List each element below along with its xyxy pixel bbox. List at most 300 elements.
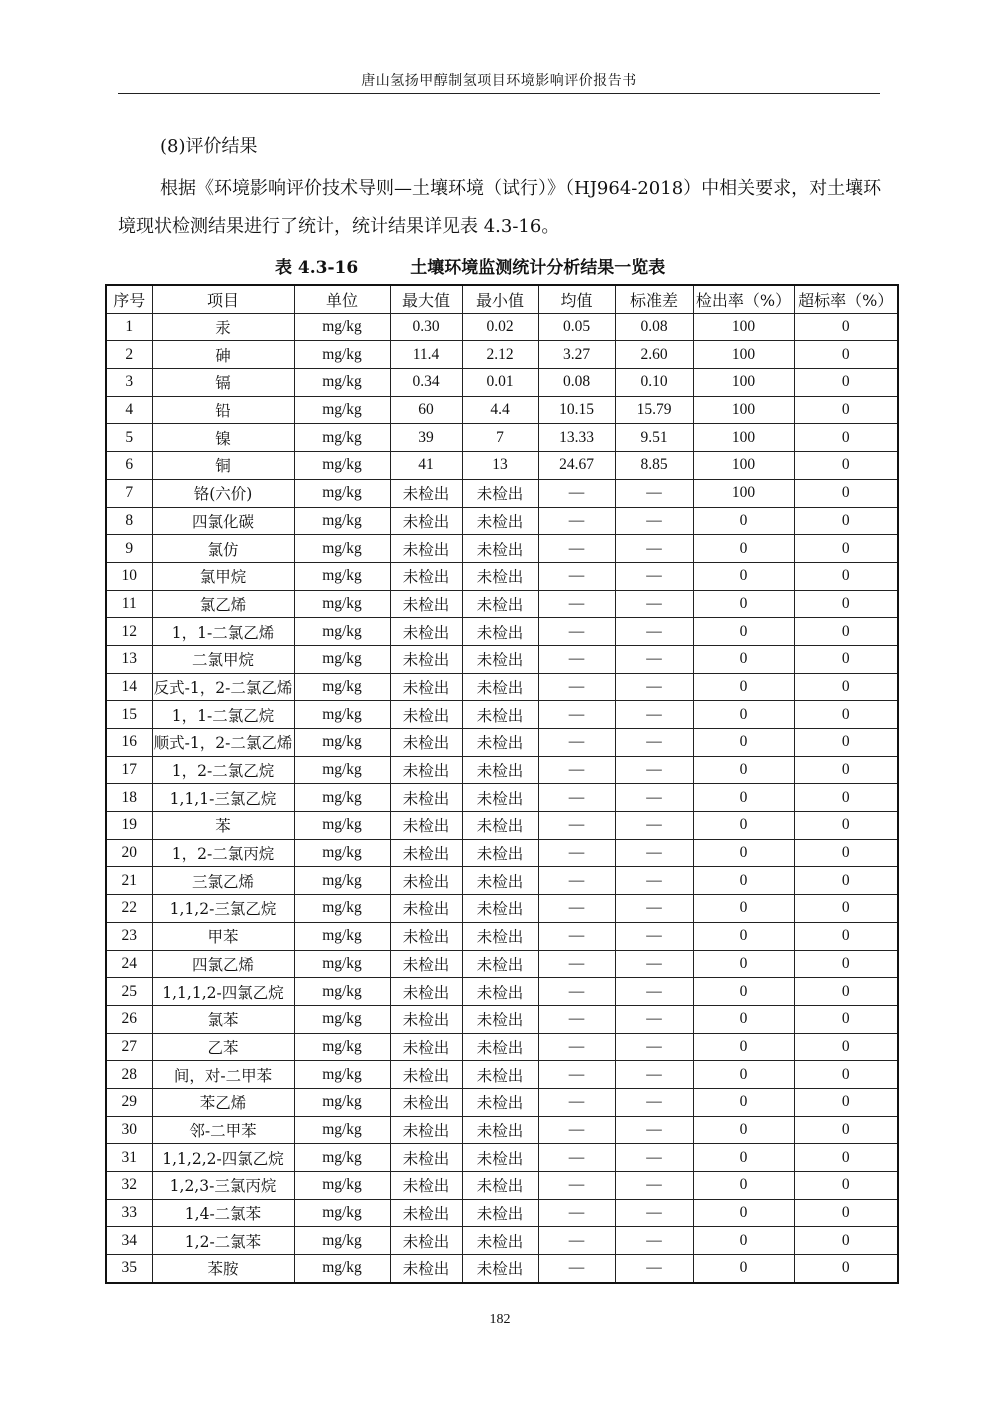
row-index-cell: 32 [106,1172,152,1200]
unit-cell: mg/kg [294,590,390,618]
max-cell: 未检出 [390,784,462,812]
min-cell: 未检出 [462,756,538,784]
mean-cell: — [538,950,615,978]
max-cell: 未检出 [390,812,462,840]
mean-cell: 24.67 [538,452,615,480]
item-cell: 苯 [152,812,294,840]
detection-rate-cell: 0 [693,839,794,867]
min-cell: 未检出 [462,1005,538,1033]
min-cell: 未检出 [462,1116,538,1144]
item-cell: 1，2-二氯乙烷 [152,756,294,784]
max-cell: 未检出 [390,645,462,673]
detection-rate-cell: 0 [693,812,794,840]
max-cell: 未检出 [390,590,462,618]
mean-cell: — [538,867,615,895]
table-row [106,590,898,618]
column-header: 最小值 [462,285,538,313]
unit-cell: mg/kg [294,424,390,452]
exceedance-rate-cell: 0 [794,1199,898,1227]
max-cell: 未检出 [390,1255,462,1283]
item-cell: 氯苯 [152,1005,294,1033]
mean-cell: — [538,922,615,950]
column-header: 超标率（%） [794,285,898,313]
exceedance-rate-cell: 0 [794,1088,898,1116]
row-index-cell: 7 [106,479,152,507]
item-cell: 二氯甲烷 [152,645,294,673]
mean-cell: — [538,1116,615,1144]
item-cell: 氯仿 [152,535,294,563]
max-cell: 未检出 [390,618,462,646]
detection-rate-cell: 0 [693,978,794,1006]
column-header: 标准差 [615,285,693,313]
item-cell: 1,1,1,2-四氯乙烷 [152,978,294,1006]
stddev-cell: — [615,1005,693,1033]
stddev-cell: — [615,618,693,646]
table-row [106,839,898,867]
row-index-cell: 18 [106,784,152,812]
unit-cell: mg/kg [294,1116,390,1144]
stddev-cell: — [615,839,693,867]
unit-cell: mg/kg [294,1033,390,1061]
min-cell: 未检出 [462,1061,538,1089]
detection-rate-cell: 0 [693,1255,794,1283]
table-row [106,1116,898,1144]
mean-cell: 0.05 [538,313,615,341]
detection-rate-cell: 0 [693,618,794,646]
row-index-cell: 20 [106,839,152,867]
item-cell: 1,1,2,2-四氯乙烷 [152,1144,294,1172]
unit-cell: mg/kg [294,1255,390,1283]
unit-cell: mg/kg [294,1172,390,1200]
unit-cell: mg/kg [294,867,390,895]
mean-cell: — [538,1199,615,1227]
detection-rate-cell: 0 [693,535,794,563]
row-index-cell: 12 [106,618,152,646]
stddev-cell: — [615,1255,693,1283]
page-number: 182 [489,1312,511,1327]
table-row [106,1199,898,1227]
row-index-cell: 11 [106,590,152,618]
table-row [106,645,898,673]
mean-cell: 10.15 [538,396,615,424]
unit-cell: mg/kg [294,479,390,507]
detection-rate-cell: 0 [693,507,794,535]
detection-rate-cell: 0 [693,922,794,950]
stddev-cell: — [615,590,693,618]
item-cell: 镍 [152,424,294,452]
row-index-cell: 10 [106,562,152,590]
table-row [106,867,898,895]
row-index-cell: 1 [106,313,152,341]
table-header-row [106,285,898,313]
min-cell: 未检出 [462,1172,538,1200]
stddev-cell: — [615,1033,693,1061]
min-cell: 未检出 [462,867,538,895]
min-cell: 4.4 [462,396,538,424]
detection-rate-cell: 0 [693,950,794,978]
mean-cell: 13.33 [538,424,615,452]
min-cell: 未检出 [462,1227,538,1255]
stddev-cell: — [615,507,693,535]
table-row [106,313,898,341]
unit-cell: mg/kg [294,729,390,757]
min-cell: 未检出 [462,590,538,618]
table-number: 表 4.3-16 [275,258,359,278]
item-cell: 苯胺 [152,1255,294,1283]
row-index-cell: 28 [106,1061,152,1089]
min-cell: 未检出 [462,535,538,563]
unit-cell: mg/kg [294,756,390,784]
mean-cell: — [538,535,615,563]
table-row [106,396,898,424]
row-index-cell: 15 [106,701,152,729]
stddev-cell: — [615,1061,693,1089]
unit-cell: mg/kg [294,895,390,923]
item-cell: 1，1-二氯乙烷 [152,701,294,729]
detection-rate-cell: 100 [693,396,794,424]
stddev-cell: — [615,673,693,701]
stddev-cell: 0.10 [615,369,693,397]
mean-cell: — [538,784,615,812]
item-cell: 镉 [152,369,294,397]
detection-rate-cell: 0 [693,756,794,784]
mean-cell: — [538,1255,615,1283]
exceedance-rate-cell: 0 [794,452,898,480]
unit-cell: mg/kg [294,396,390,424]
exceedance-rate-cell: 0 [794,618,898,646]
table-row [106,784,898,812]
max-cell: 未检出 [390,1199,462,1227]
stddev-cell: — [615,645,693,673]
max-cell: 未检出 [390,479,462,507]
table-row [106,756,898,784]
exceedance-rate-cell: 0 [794,396,898,424]
unit-cell: mg/kg [294,1227,390,1255]
section-heading: (8)评价结果 [160,136,258,157]
exceedance-rate-cell: 0 [794,562,898,590]
table-body [106,313,898,1283]
table-row [106,341,898,369]
exceedance-rate-cell: 0 [794,729,898,757]
min-cell: 未检出 [462,812,538,840]
min-cell: 2.12 [462,341,538,369]
row-index-cell: 34 [106,1227,152,1255]
item-cell: 1，2-二氯丙烷 [152,839,294,867]
row-index-cell: 21 [106,867,152,895]
stddev-cell: — [615,756,693,784]
exceedance-rate-cell: 0 [794,839,898,867]
max-cell: 未检出 [390,1061,462,1089]
item-cell: 1，1-二氯乙烯 [152,618,294,646]
unit-cell: mg/kg [294,978,390,1006]
detection-rate-cell: 0 [693,867,794,895]
max-cell: 未检出 [390,507,462,535]
exceedance-rate-cell: 0 [794,1172,898,1200]
mean-cell: — [538,1005,615,1033]
stddev-cell: — [615,895,693,923]
mean-cell: — [538,645,615,673]
stddev-cell: — [615,1172,693,1200]
min-cell: 未检出 [462,507,538,535]
min-cell: 未检出 [462,729,538,757]
detection-rate-cell: 0 [693,673,794,701]
running-header: 唐山氢扬甲醇制氢项目环境影响评价报告书 [361,73,637,89]
min-cell: 未检出 [462,479,538,507]
stddev-cell: — [615,1227,693,1255]
mean-cell: — [538,978,615,1006]
table-row [106,701,898,729]
min-cell: 未检出 [462,1144,538,1172]
max-cell: 未检出 [390,1005,462,1033]
table-row [106,1088,898,1116]
column-header: 最大值 [390,285,462,313]
detection-rate-cell: 100 [693,452,794,480]
item-cell: 四氯化碳 [152,507,294,535]
row-index-cell: 5 [106,424,152,452]
max-cell: 60 [390,396,462,424]
table-row [106,1061,898,1089]
mean-cell: — [538,562,615,590]
min-cell: 未检出 [462,1088,538,1116]
row-index-cell: 17 [106,756,152,784]
stddev-cell: — [615,479,693,507]
detection-rate-cell: 0 [693,1116,794,1144]
item-cell: 铅 [152,396,294,424]
soil-statistics-table [105,284,899,1284]
table-row [106,1033,898,1061]
mean-cell: — [538,1144,615,1172]
min-cell: 13 [462,452,538,480]
max-cell: 未检出 [390,1144,462,1172]
row-index-cell: 25 [106,978,152,1006]
row-index-cell: 35 [106,1255,152,1283]
item-cell: 三氯乙烯 [152,867,294,895]
detection-rate-cell: 100 [693,341,794,369]
min-cell: 未检出 [462,562,538,590]
exceedance-rate-cell: 0 [794,535,898,563]
exceedance-rate-cell: 0 [794,507,898,535]
exceedance-rate-cell: 0 [794,950,898,978]
exceedance-rate-cell: 0 [794,978,898,1006]
row-index-cell: 27 [106,1033,152,1061]
stddev-cell: — [615,562,693,590]
unit-cell: mg/kg [294,1005,390,1033]
unit-cell: mg/kg [294,1144,390,1172]
unit-cell: mg/kg [294,812,390,840]
mean-cell: — [538,507,615,535]
row-index-cell: 14 [106,673,152,701]
item-cell: 氯乙烯 [152,590,294,618]
table-row [106,369,898,397]
unit-cell: mg/kg [294,562,390,590]
stddev-cell: — [615,535,693,563]
mean-cell: — [538,1088,615,1116]
column-header: 序号 [106,285,152,313]
unit-cell: mg/kg [294,535,390,563]
item-cell: 1,2,3-三氯丙烷 [152,1172,294,1200]
max-cell: 未检出 [390,978,462,1006]
table-row [106,1172,898,1200]
max-cell: 未检出 [390,1172,462,1200]
min-cell: 未检出 [462,673,538,701]
min-cell: 未检出 [462,978,538,1006]
max-cell: 未检出 [390,1033,462,1061]
stddev-cell: 15.79 [615,396,693,424]
row-index-cell: 3 [106,369,152,397]
exceedance-rate-cell: 0 [794,341,898,369]
mean-cell: — [538,1172,615,1200]
stddev-cell: — [615,867,693,895]
min-cell: 未检出 [462,645,538,673]
mean-cell: 3.27 [538,341,615,369]
unit-cell: mg/kg [294,950,390,978]
stddev-cell: — [615,812,693,840]
item-cell: 1,1,2-三氯乙烷 [152,895,294,923]
exceedance-rate-cell: 0 [794,424,898,452]
max-cell: 41 [390,452,462,480]
item-cell: 砷 [152,341,294,369]
item-cell: 反式-1，2-二氯乙烯 [152,673,294,701]
table-row [106,1227,898,1255]
stddev-cell: — [615,701,693,729]
max-cell: 未检出 [390,1088,462,1116]
stddev-cell: — [615,729,693,757]
exceedance-rate-cell: 0 [794,867,898,895]
header-rule [118,93,880,94]
mean-cell: — [538,590,615,618]
exceedance-rate-cell: 0 [794,922,898,950]
exceedance-rate-cell: 0 [794,812,898,840]
min-cell: 0.02 [462,313,538,341]
column-header: 均值 [538,285,615,313]
table-row [106,673,898,701]
row-index-cell: 6 [106,452,152,480]
item-cell: 铜 [152,452,294,480]
body-paragraph: 根据《环境影响评价技术导则—土壤环境（试行）》（HJ964-2018）中相关要求，对土壤环境现状检测结果进行了统计，统计结果详见表 4.3-16。 [118,178,882,237]
detection-rate-cell: 100 [693,313,794,341]
item-cell: 汞 [152,313,294,341]
stddev-cell: 8.85 [615,452,693,480]
mean-cell: — [538,895,615,923]
row-index-cell: 13 [106,645,152,673]
row-index-cell: 33 [106,1199,152,1227]
row-index-cell: 8 [106,507,152,535]
table-row [106,922,898,950]
table-title: 土壤环境监测统计分析结果一览表 [410,258,666,278]
stddev-cell: — [615,950,693,978]
row-index-cell: 2 [106,341,152,369]
mean-cell: — [538,839,615,867]
detection-rate-cell: 0 [693,1088,794,1116]
max-cell: 0.34 [390,369,462,397]
mean-cell: — [538,673,615,701]
exceedance-rate-cell: 0 [794,1144,898,1172]
exceedance-rate-cell: 0 [794,784,898,812]
table-row [106,729,898,757]
row-index-cell: 19 [106,812,152,840]
detection-rate-cell: 100 [693,369,794,397]
table-row [106,978,898,1006]
max-cell: 未检出 [390,922,462,950]
unit-cell: mg/kg [294,701,390,729]
detection-rate-cell: 0 [693,590,794,618]
mean-cell: — [538,701,615,729]
max-cell: 未检出 [390,1116,462,1144]
stddev-cell: — [615,784,693,812]
max-cell: 未检出 [390,867,462,895]
max-cell: 未检出 [390,839,462,867]
table-row [106,535,898,563]
exceedance-rate-cell: 0 [794,673,898,701]
item-cell: 1,4-二氯苯 [152,1199,294,1227]
mean-cell: — [538,1227,615,1255]
detection-rate-cell: 0 [693,1005,794,1033]
row-index-cell: 30 [106,1116,152,1144]
table-row [106,507,898,535]
exceedance-rate-cell: 0 [794,369,898,397]
row-index-cell: 16 [106,729,152,757]
row-index-cell: 9 [106,535,152,563]
unit-cell: mg/kg [294,507,390,535]
item-cell: 顺式-1，2-二氯乙烯 [152,729,294,757]
table-row [106,562,898,590]
stddev-cell: — [615,978,693,1006]
item-cell: 邻-二甲苯 [152,1116,294,1144]
unit-cell: mg/kg [294,1088,390,1116]
table-row [106,950,898,978]
detection-rate-cell: 0 [693,1199,794,1227]
min-cell: 未检出 [462,1199,538,1227]
max-cell: 未检出 [390,729,462,757]
mean-cell: — [538,756,615,784]
unit-cell: mg/kg [294,673,390,701]
mean-cell: — [538,479,615,507]
detection-rate-cell: 0 [693,1144,794,1172]
min-cell: 未检出 [462,895,538,923]
min-cell: 未检出 [462,839,538,867]
row-index-cell: 23 [106,922,152,950]
detection-rate-cell: 100 [693,479,794,507]
exceedance-rate-cell: 0 [794,1255,898,1283]
mean-cell: — [538,1033,615,1061]
detection-rate-cell: 0 [693,1033,794,1061]
item-cell: 1,2-二氯苯 [152,1227,294,1255]
stddev-cell: 9.51 [615,424,693,452]
min-cell: 未检出 [462,784,538,812]
detection-rate-cell: 0 [693,645,794,673]
detection-rate-cell: 0 [693,701,794,729]
column-header: 单位 [294,285,390,313]
mean-cell: — [538,618,615,646]
max-cell: 未检出 [390,535,462,563]
max-cell: 未检出 [390,950,462,978]
exceedance-rate-cell: 0 [794,756,898,784]
min-cell: 未检出 [462,701,538,729]
max-cell: 39 [390,424,462,452]
mean-cell: 0.08 [538,369,615,397]
exceedance-rate-cell: 0 [794,590,898,618]
unit-cell: mg/kg [294,313,390,341]
exceedance-rate-cell: 0 [794,1033,898,1061]
item-cell: 1,1,1-三氯乙烷 [152,784,294,812]
table-row [106,479,898,507]
table-row [106,1255,898,1283]
max-cell: 未检出 [390,701,462,729]
max-cell: 11.4 [390,341,462,369]
unit-cell: mg/kg [294,645,390,673]
item-cell: 甲苯 [152,922,294,950]
detection-rate-cell: 0 [693,895,794,923]
